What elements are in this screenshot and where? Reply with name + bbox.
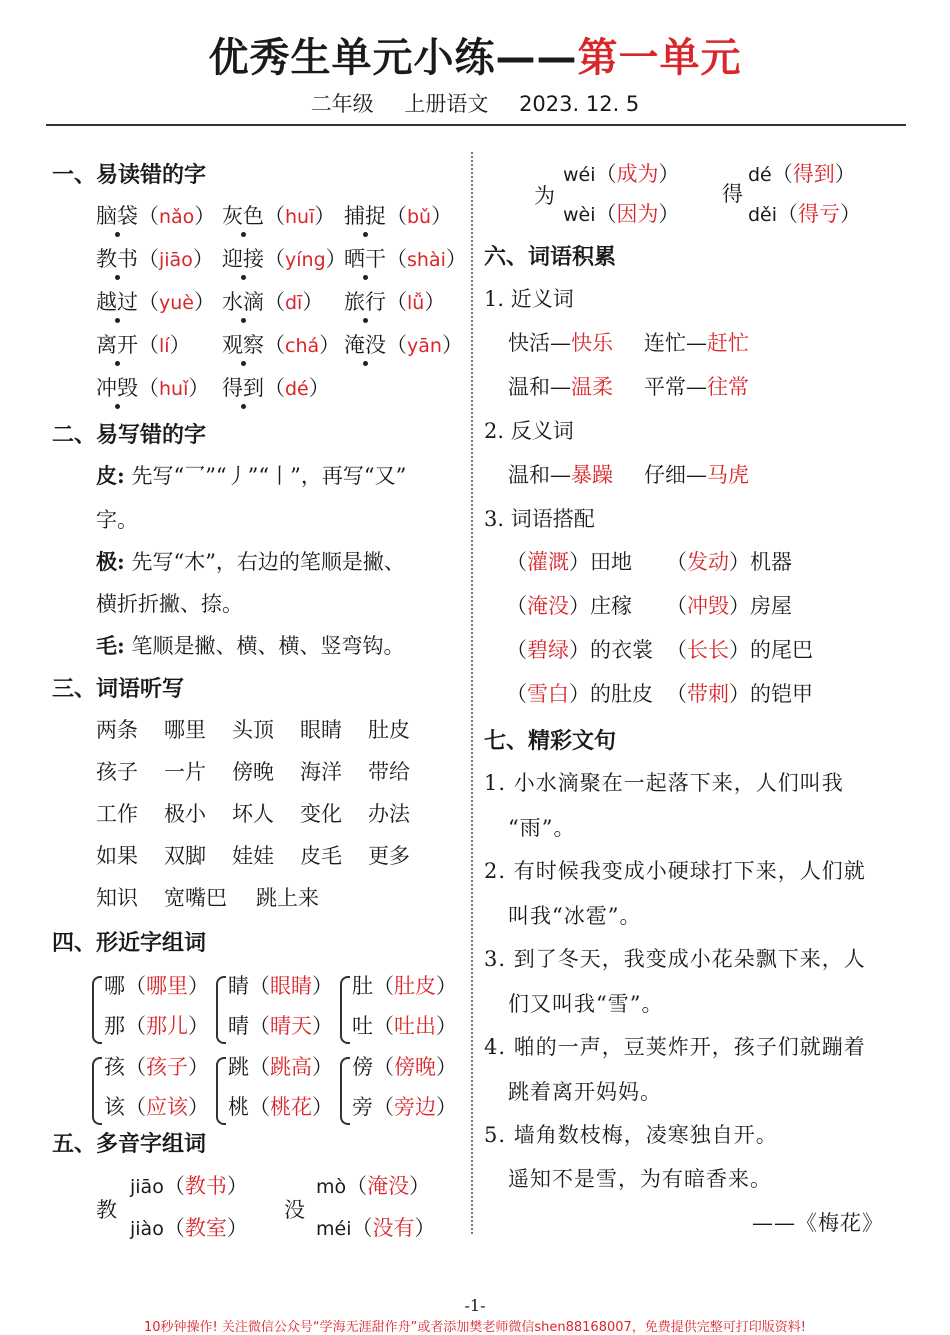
dictation-word: 知识 bbox=[96, 886, 138, 910]
ji-text: 先写“木”，右边的笔顺是撇、 bbox=[131, 550, 405, 574]
misread-item: 教书（jiāo） bbox=[96, 243, 214, 273]
similar-char-word: 肚皮 bbox=[394, 974, 436, 998]
collocation-pair: （雪白）的肚皮 bbox=[506, 682, 653, 706]
dictation-word: 肚皮 bbox=[368, 718, 410, 742]
collocation-noun: 的衣裳 bbox=[590, 638, 653, 662]
mo-a: mò（淹没） bbox=[316, 1174, 431, 1198]
pi-label: 皮: bbox=[96, 463, 125, 488]
section-5-heading: 五、多音字组词 bbox=[52, 1132, 207, 1157]
sentence-line: 们又叫我“雪”。 bbox=[508, 992, 664, 1016]
mao-text: 笔顺是撇、横、横、竖弯钩。 bbox=[131, 634, 405, 658]
misread-pinyin: dī bbox=[285, 292, 303, 314]
similar-char-item: 睛（眼睛） bbox=[228, 974, 333, 998]
collocation-answer: 带刺 bbox=[687, 682, 729, 706]
misread-word: 教书 bbox=[96, 243, 138, 273]
synonym-word: 温和— bbox=[508, 375, 571, 399]
similar-char-word: 孩子 bbox=[146, 1055, 188, 1079]
similar-char: 桃 bbox=[228, 1095, 249, 1119]
antonym-answer: 暴躁 bbox=[571, 463, 613, 487]
dictation-word: 娃娃 bbox=[232, 844, 274, 868]
misread-pinyin: jiāo bbox=[159, 249, 193, 271]
misread-pinyin: yíng bbox=[285, 249, 326, 271]
misread-word: 水滴 bbox=[222, 286, 264, 316]
section-4-heading: 四、形近字组词 bbox=[52, 931, 207, 956]
synonym-heading: 1. 近义词 bbox=[484, 287, 574, 311]
dictation-word: 变化 bbox=[300, 802, 342, 826]
misread-word: 离开 bbox=[96, 329, 138, 359]
synonym-pair bbox=[644, 327, 749, 357]
similar-char: 肚 bbox=[352, 974, 373, 998]
synonym-answer: 温柔 bbox=[571, 375, 613, 399]
synonym-pair bbox=[508, 327, 613, 357]
synonym-word: 连忙— bbox=[644, 331, 707, 355]
similar-char: 跳 bbox=[228, 1055, 249, 1079]
dictation-word: 工作 bbox=[96, 802, 138, 826]
misread-item: 脑袋（nǎo） bbox=[96, 200, 215, 230]
de-a: dé（得到） bbox=[748, 162, 856, 186]
similar-char-item: 肚（肚皮） bbox=[352, 974, 457, 998]
misread-pinyin: dé bbox=[285, 378, 309, 400]
ji-label: 极: bbox=[96, 549, 125, 574]
synonym-answer: 赶忙 bbox=[707, 331, 749, 355]
collocation-answer: 灌溉 bbox=[527, 550, 569, 574]
section-6-heading: 六、词语积累 bbox=[484, 245, 617, 270]
similar-char-word: 应该 bbox=[146, 1095, 188, 1119]
misread-pinyin: lǚ bbox=[407, 292, 425, 314]
misread-item: 捕捉（bǔ） bbox=[344, 200, 452, 230]
sentence-line: ——《梅花》 bbox=[752, 1211, 884, 1235]
misread-word: 脑袋 bbox=[96, 200, 138, 230]
similar-char: 那 bbox=[104, 1014, 125, 1038]
similar-char: 晴 bbox=[228, 1014, 249, 1038]
sentence-line: “雨”。 bbox=[508, 816, 576, 840]
dictation-word: 皮毛 bbox=[300, 844, 342, 868]
antonym-heading: 2. 反义词 bbox=[484, 419, 574, 443]
misread-item: 越过（yuè） bbox=[96, 286, 215, 316]
similar-char: 傍 bbox=[352, 1055, 373, 1079]
mo-a-word: 淹没 bbox=[367, 1174, 410, 1198]
dictation-word: 一片 bbox=[164, 760, 206, 784]
similar-char-word: 跳高 bbox=[270, 1055, 312, 1079]
jiao-a: jiāo（教书） bbox=[130, 1174, 248, 1198]
collocation-answer: 淹没 bbox=[527, 594, 569, 618]
collocation-heading: 3. 词语搭配 bbox=[484, 507, 595, 531]
sentence-line: 遥知不是雪，为有暗香来。 bbox=[508, 1167, 772, 1191]
misread-pinyin: yuè bbox=[159, 292, 194, 314]
de-b: děi（得亏） bbox=[748, 202, 862, 226]
similar-char-word: 桃花 bbox=[270, 1095, 312, 1119]
misread-word: 捕捉 bbox=[344, 200, 386, 230]
similar-char-item: 傍（傍晚） bbox=[352, 1055, 457, 1079]
group-brace bbox=[340, 1057, 350, 1125]
dictation-word: 宽嘴巴 bbox=[164, 886, 227, 910]
group-brace bbox=[216, 1057, 226, 1125]
misread-item: 离开（lí） bbox=[96, 329, 191, 359]
section-2-heading: 二、易写错的字 bbox=[52, 423, 207, 448]
collocation-noun: 庄稼 bbox=[590, 594, 632, 618]
wei-char: 为 bbox=[534, 184, 555, 208]
misread-pinyin: shài bbox=[407, 249, 446, 271]
similar-char-item: 吐（吐出） bbox=[352, 1014, 457, 1038]
similar-char-word: 晴天 bbox=[270, 1014, 312, 1038]
section-1-heading: 一、易读错的字 bbox=[52, 163, 207, 188]
misread-word: 得到 bbox=[222, 372, 264, 402]
dictation-word: 头顶 bbox=[232, 718, 274, 742]
similar-char: 该 bbox=[104, 1095, 125, 1119]
dictation-word: 如果 bbox=[96, 844, 138, 868]
similar-char-item: 跳（跳高） bbox=[228, 1055, 333, 1079]
collocation-answer: 冲毁 bbox=[687, 594, 729, 618]
misread-item: 得到（dé） bbox=[222, 372, 330, 402]
antonym-answer: 马虎 bbox=[707, 463, 749, 487]
jiao-b-word: 教室 bbox=[184, 1216, 227, 1240]
volume: 上册语文 bbox=[404, 92, 489, 116]
misread-word: 观察 bbox=[222, 329, 264, 359]
misread-pinyin: huī bbox=[285, 206, 315, 228]
collocation-noun: 的尾巴 bbox=[750, 638, 813, 662]
similar-char-word: 哪里 bbox=[146, 974, 188, 998]
sentence-line: 5. 墙角数枝梅，凌寒独自开。 bbox=[484, 1123, 778, 1147]
jiao-b: jiào（教室） bbox=[130, 1216, 248, 1240]
misread-item: 水滴（dī） bbox=[222, 286, 323, 316]
wei-b-pinyin: wèi bbox=[563, 204, 596, 226]
column-divider bbox=[471, 152, 473, 1234]
dictation-word: 傍晚 bbox=[232, 760, 274, 784]
wei-a-word: 成为 bbox=[616, 162, 659, 186]
collocation-answer: 雪白 bbox=[527, 682, 569, 706]
group-brace bbox=[216, 976, 226, 1044]
dictation-word: 办法 bbox=[368, 802, 410, 826]
misread-pinyin: lí bbox=[159, 335, 170, 357]
synonym-word: 快活— bbox=[508, 331, 571, 355]
wei-a: wéi（成为） bbox=[563, 162, 680, 186]
de-b-pinyin: děi bbox=[748, 204, 778, 226]
misread-word: 冲毁 bbox=[96, 372, 138, 402]
misread-item: 迎接（yíng） bbox=[222, 243, 347, 273]
misread-word: 晒干 bbox=[344, 243, 386, 273]
jiao-b-pinyin: jiào bbox=[130, 1218, 164, 1240]
footer-note: 10秒钟操作! 关注微信公众号“学海无涯甜作舟”或者添加樊老师微信shen88168007，免费提供完整可打印版资料! bbox=[144, 1320, 806, 1335]
similar-char-word: 旁边 bbox=[394, 1095, 436, 1119]
misread-pinyin: chá bbox=[285, 335, 320, 357]
misread-word: 淹没 bbox=[344, 329, 386, 359]
misread-word: 灰色 bbox=[222, 200, 264, 230]
mo-b-word: 没有 bbox=[372, 1216, 415, 1240]
dictation-word: 坏人 bbox=[232, 802, 274, 826]
sentence-line: 4. 啪的一声，豆荚炸开，孩子们就蹦着 bbox=[484, 1035, 866, 1059]
dictation-word: 更多 bbox=[368, 844, 410, 868]
synonym-word: 平常— bbox=[644, 375, 707, 399]
collocation-pair: （淹没）庄稼 bbox=[506, 594, 632, 618]
page-number: -1- bbox=[464, 1296, 486, 1315]
collocation-noun: 的肚皮 bbox=[590, 682, 653, 706]
similar-char-item: 该（应该） bbox=[104, 1095, 209, 1119]
dictation-word: 海洋 bbox=[300, 760, 342, 784]
collocation-noun: 房屋 bbox=[750, 594, 792, 618]
misread-word: 旅行 bbox=[344, 286, 386, 316]
misread-item: 晒干（shài） bbox=[344, 243, 467, 273]
dictation-word: 双脚 bbox=[164, 844, 206, 868]
mo-b: méi（没有） bbox=[316, 1216, 436, 1240]
similar-char: 孩 bbox=[104, 1055, 125, 1079]
misread-word: 迎接 bbox=[222, 243, 264, 273]
mo-char: 没 bbox=[284, 1198, 305, 1222]
misread-pinyin: bǔ bbox=[407, 206, 432, 228]
section-7-heading: 七、精彩文句 bbox=[484, 729, 617, 754]
similar-char: 睛 bbox=[228, 974, 249, 998]
jiao-a-word: 教书 bbox=[184, 1174, 227, 1198]
sentence-line: 2. 有时候我变成小硬球打下来，人们就 bbox=[484, 859, 866, 883]
similar-char-word: 吐出 bbox=[394, 1014, 436, 1038]
similar-char-word: 傍晚 bbox=[394, 1055, 436, 1079]
synonym-pair bbox=[644, 371, 749, 401]
mo-a-pinyin: mò bbox=[316, 1176, 347, 1198]
antonym-pair bbox=[508, 459, 613, 489]
group-brace bbox=[340, 976, 350, 1044]
collocation-pair: （发动）机器 bbox=[666, 550, 792, 574]
pi-text: 先写“乛”“丿”“丨”，再写“又” bbox=[131, 464, 407, 488]
wei-b: wèi（因为） bbox=[563, 202, 680, 226]
collocation-pair: （碧绿）的衣裳 bbox=[506, 638, 653, 662]
synonym-answer: 快乐 bbox=[571, 331, 613, 355]
collocation-answer: 发动 bbox=[687, 550, 729, 574]
pi-note bbox=[96, 460, 406, 490]
pi-note-cont: 字。 bbox=[96, 508, 138, 532]
collocation-pair: （冲毁）房屋 bbox=[666, 594, 792, 618]
misread-pinyin: nǎo bbox=[159, 206, 195, 228]
group-brace bbox=[92, 976, 102, 1044]
similar-char-item: 哪（哪里） bbox=[104, 974, 209, 998]
antonym-pair bbox=[644, 459, 749, 489]
sentence-line: 1. 小水滴聚在一起落下来，人们叫我 bbox=[484, 771, 844, 795]
collocation-answer: 长长 bbox=[687, 638, 729, 662]
de-b-word: 得亏 bbox=[798, 202, 841, 226]
sentence-line: 叫我“冰雹”。 bbox=[508, 904, 642, 928]
collocation-noun: 田地 bbox=[590, 550, 632, 574]
de-char: 得 bbox=[722, 182, 743, 206]
synonym-pair bbox=[508, 371, 613, 401]
subtitle bbox=[0, 88, 950, 118]
page-title bbox=[0, 26, 950, 83]
ji-note-cont: 横折折撇、捺。 bbox=[96, 592, 243, 616]
mao-label: 毛: bbox=[96, 633, 125, 658]
misread-item: 冲毁（huǐ） bbox=[96, 372, 209, 402]
similar-char: 哪 bbox=[104, 974, 125, 998]
sentence-line: 3. 到了冬天，我变成小花朵飘下来，人 bbox=[484, 947, 866, 971]
similar-char-item: 桃（桃花） bbox=[228, 1095, 333, 1119]
date: 2023. 12. 5 bbox=[519, 92, 640, 116]
dictation-word: 带给 bbox=[368, 760, 410, 784]
de-a-word: 得到 bbox=[792, 162, 835, 186]
misread-item: 旅行（lǚ） bbox=[344, 286, 445, 316]
title-main: 优秀生单元小练—— bbox=[208, 35, 578, 81]
dictation-word: 眼睛 bbox=[300, 718, 342, 742]
collocation-pair: （灌溉）田地 bbox=[506, 550, 632, 574]
collocation-noun: 的铠甲 bbox=[750, 682, 813, 706]
title-unit: 第一单元 bbox=[577, 35, 742, 81]
mo-b-pinyin: méi bbox=[316, 1218, 352, 1240]
collocation-pair: （长长）的尾巴 bbox=[666, 638, 813, 662]
de-a-pinyin: dé bbox=[748, 164, 772, 186]
misread-word: 越过 bbox=[96, 286, 138, 316]
collocation-pair: （带刺）的铠甲 bbox=[666, 682, 813, 706]
dictation-word: 哪里 bbox=[164, 718, 206, 742]
collocation-noun: 机器 bbox=[750, 550, 792, 574]
dictation-word: 极小 bbox=[164, 802, 206, 826]
similar-char-item: 旁（旁边） bbox=[352, 1095, 457, 1119]
similar-char-word: 那儿 bbox=[146, 1014, 188, 1038]
misread-item: 观察（chá） bbox=[222, 329, 340, 359]
similar-char: 旁 bbox=[352, 1095, 373, 1119]
misread-item: 灰色（huī） bbox=[222, 200, 335, 230]
jiao-char: 教 bbox=[96, 1198, 117, 1222]
wei-b-word: 因为 bbox=[616, 202, 659, 226]
similar-char: 吐 bbox=[352, 1014, 373, 1038]
dictation-word: 孩子 bbox=[96, 760, 138, 784]
mao-note bbox=[96, 630, 404, 660]
misread-pinyin: huǐ bbox=[159, 378, 189, 400]
ji-note bbox=[96, 546, 405, 576]
dictation-word: 两条 bbox=[96, 718, 138, 742]
wei-a-pinyin: wéi bbox=[563, 164, 596, 186]
section-3-heading: 三、词语听写 bbox=[52, 677, 185, 702]
group-brace bbox=[92, 1057, 102, 1125]
misread-pinyin: yān bbox=[407, 335, 442, 357]
grade: 二年级 bbox=[310, 92, 374, 116]
similar-char-word: 眼睛 bbox=[270, 974, 312, 998]
similar-char-item: 晴（晴天） bbox=[228, 1014, 333, 1038]
antonym-word: 温和— bbox=[508, 463, 571, 487]
jiao-a-pinyin: jiāo bbox=[130, 1176, 164, 1198]
header-divider bbox=[46, 124, 906, 126]
misread-item: 淹没（yān） bbox=[344, 329, 463, 359]
similar-char-item: 孩（孩子） bbox=[104, 1055, 209, 1079]
dictation-word: 跳上来 bbox=[256, 886, 319, 910]
similar-char-item: 那（那儿） bbox=[104, 1014, 209, 1038]
sentence-line: 跳着离开妈妈。 bbox=[508, 1080, 662, 1104]
antonym-word: 仔细— bbox=[644, 463, 707, 487]
synonym-answer: 往常 bbox=[707, 375, 749, 399]
collocation-answer: 碧绿 bbox=[527, 638, 569, 662]
